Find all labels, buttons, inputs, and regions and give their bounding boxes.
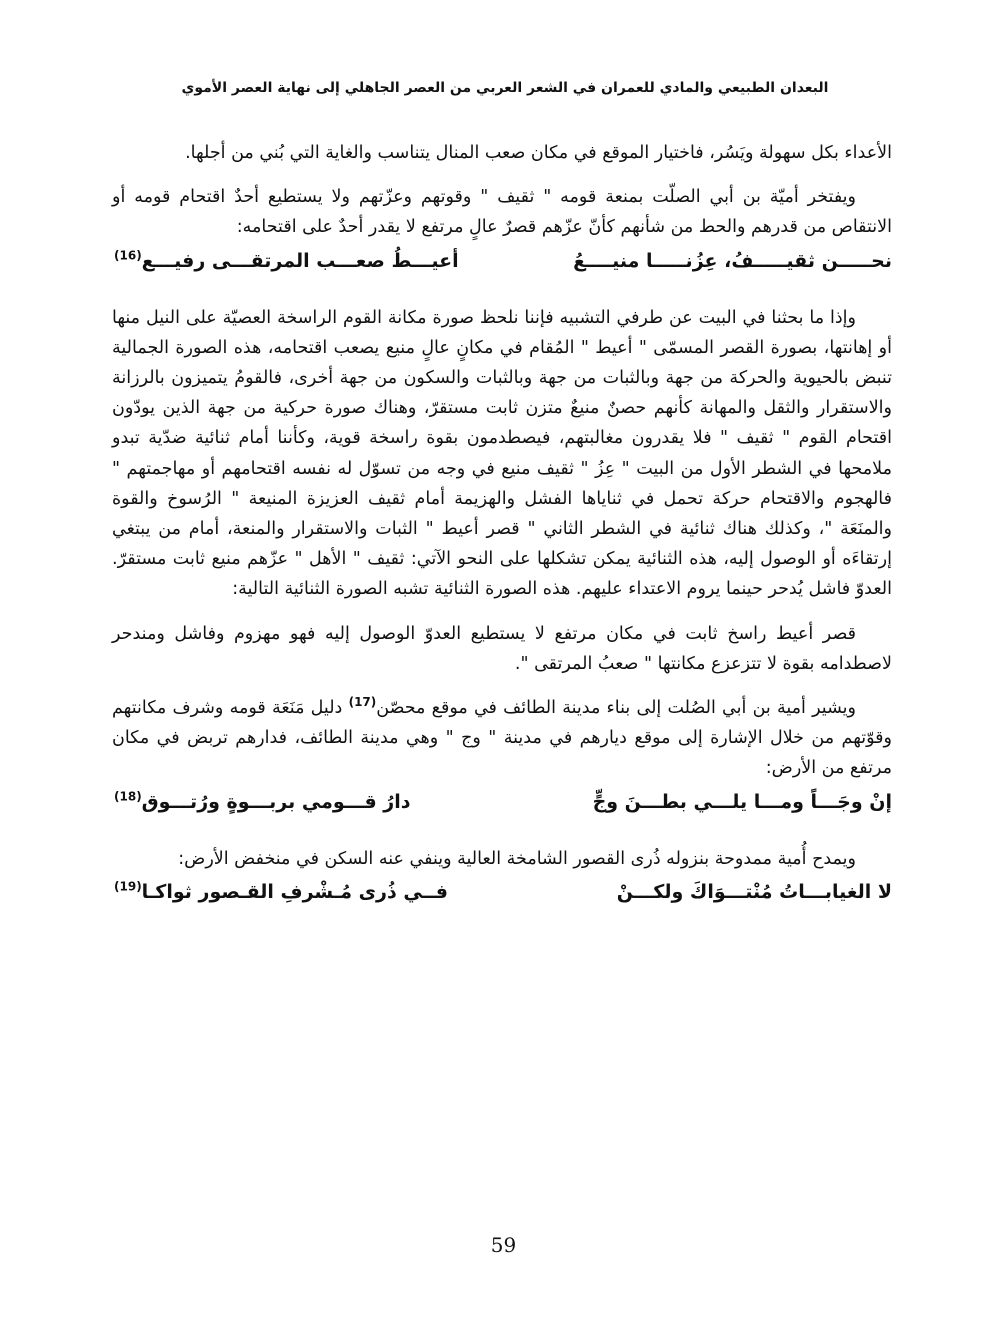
footnote-ref-18: (18) bbox=[114, 789, 142, 804]
verse-2 bbox=[112, 786, 892, 818]
page-number: 59 bbox=[490, 1233, 517, 1257]
verse-3 bbox=[112, 876, 892, 908]
paragraph-4: قصر أعيط راسخ ثابت في مكان مرتفع لا يستطيع العدوّ الوصول إليه فهو مهزوم وفاشل ومندحر لاصطدامه بقوة لا تتزعزع مكانتها " صعبُ المرتقى ". bbox=[112, 623, 892, 674]
verse-1 bbox=[112, 245, 892, 277]
page-body bbox=[112, 138, 892, 908]
footnote-ref-19: (19) bbox=[114, 879, 142, 894]
verse-1-second-text: أعيـــطُ صعـــب المرتقـــى رفيـــع bbox=[141, 249, 459, 272]
verse-3-first-hemistich: لا الغيابـــاتُ مُنْتـــوَاكَ ولكـــنْ bbox=[616, 880, 892, 903]
paragraph-5-end: دليل مَنَعَة قومه وشرف مكانتهم وقوّتهم من خلال الإشارة إلى موقع ديارهم في مدينة " وج " وهي مدينة الطائف، فدارهم تربض في مكان مرتفع من الأرض: bbox=[112, 698, 892, 779]
footnote-ref-17: (17) bbox=[348, 695, 377, 710]
verse-1-second-hemistich bbox=[114, 245, 459, 277]
footnote-ref-16: (16) bbox=[114, 248, 142, 263]
verse-2-second-text: دارُ قـــومي بربـــوةٍ ورُتـــوق bbox=[141, 790, 411, 813]
paragraph-6: ويمدح أُمية ممدوحة بنزوله ذُرى القصور الشامخة العالية وينفي عنه السكن في منخفض الأرض: bbox=[178, 848, 856, 869]
verse-2-second-hemistich bbox=[114, 786, 411, 818]
paragraph-3: وإذا ما بحثنا في البيت عن طرفي التشبيه فإننا نلحظ صورة مكانة القوم الراسخة العصيّة على النيل منها أو إهانتها، بصورة القصر المسمّى " أعيط " المُقام في مكانٍ عالٍ منيع يصعب اقتحامه، هذه الصورة الجمالية تنبض بالحيوية والحركة من جهة وبالثبات من جهة وبالثبات والسكون من جهة أخرى، فالقومُ يتميزون بالرزانة والاستقرار والثقل والمهانة كأنهم حصنٌ منيعٌ متزن ثابت مستقرّ، وهناك صورة حركية من جهة الذين يودّون اقتحام القوم " ثقيف " فلا يقدرون مغالبتهم، فيصطدمون بقوة راسخة قوية، وكأننا أمام ثنائية ضدّية تبدو ملامحها في الشطر الأول من البيت " عِزُ " ثقيف منيع في وجه من تسوّل له نفسه اقتحامهم أو مهاجمتهم " فالهجوم والاقتحام حركة تحمل في ثناياها الفشل والهزيمة أمام ثقيف العزيزة المنيعة " الرُسوخ والقوة والمنَعَة "، وكذلك هناك ثنائية في الشطر الثاني " قصر أعيط " الثبات والاستقرار والمنعة، أمام من يبتغي إرتقاءَه أو الوصول إليه، هذه الثنائية يمكن تشكلها على النحو الآتي: ثقيف " الأهل " عزّهم منيع ثابت مستقرّ. العدوّ فاشل يُدحر حينما يروم الاعتداء عليهم. هذه الصورة الثنائية تشبه الصورة الثنائية التالية: bbox=[112, 307, 892, 600]
verse-1-first-hemistich: نحـــــن ثقيـــــفُ، عِزُنـــــا منيــــعُ bbox=[573, 249, 892, 272]
paragraph-5 bbox=[112, 693, 892, 784]
verse-3-second-text: فــي ذُرى مُـشْرفِ القـصور ثواكـا bbox=[141, 880, 448, 903]
running-header: البعدان الطبيعي والمادي للعمران في الشعر العربي من العصر الجاهلي إلى نهاية العصر الأموي bbox=[181, 80, 829, 96]
verse-3-second-hemistich bbox=[114, 876, 448, 908]
paragraph-5-start: ويشير أمية بن أبي الصُلت إلى بناء مدينة الطائف في موقع محصّن bbox=[376, 698, 857, 719]
paragraph-2: ويفتخر أميّة بن أبي الصلّت بمنعة قومه " ثقيف " وقوتهم وعزّتهم ولا يستطيع أحدٌ اقتحام قومه أو الانتقاص من قدرهم والحط من شأنهم كأنّ عزّهم قصرٌ عالٍ مرتفع لا يقدر أحدٌ على اقتحامه: bbox=[112, 187, 892, 238]
paragraph-1: الأعداء بكل سهولة ويَسُر، فاختيار الموقع في مكان صعب المنال يتناسب والغاية التي بُني من أجلها. bbox=[185, 143, 892, 163]
verse-2-first-hemistich: إنْ وجَـــاً ومـــا يلـــي بطـــنَ وجٍّ bbox=[592, 790, 892, 813]
